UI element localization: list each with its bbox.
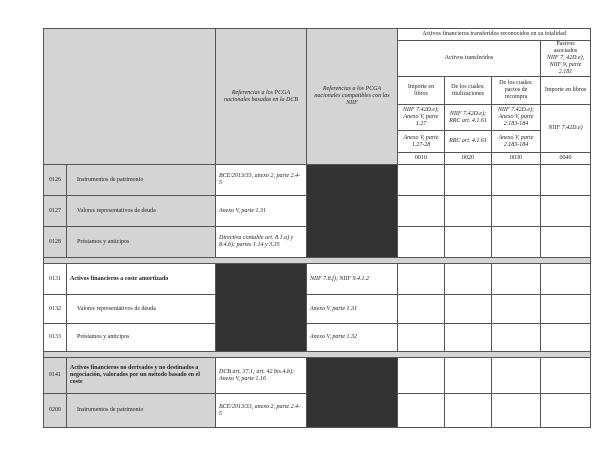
row-ref-niif: Anexo V, parte 1.31 (307, 295, 398, 324)
row-label: Valores representativos de deuda (67, 196, 216, 227)
data-cell[interactable] (541, 394, 591, 428)
col-code-0020: 0020 (445, 153, 492, 165)
row-label: Instrumentos de patrimonio (67, 394, 216, 428)
row-ref-niif: NIIF 7.8.f); NIIF 9.4.1.2 (307, 264, 398, 295)
data-cell[interactable] (398, 264, 445, 295)
header-transferred: Activos transferidos (398, 41, 541, 77)
col-ref1-0010: NIIF 7.42D.e); Anexo V, parte 1.27 (398, 105, 445, 131)
data-cell[interactable] (492, 324, 541, 352)
data-cell[interactable] (398, 295, 445, 324)
header-associated-ref: NIIF 7, 42D.e), NIIF 9, parte 2.181 (546, 55, 585, 75)
data-cell[interactable] (541, 358, 591, 394)
col-title-0010: Importe en libros (398, 77, 445, 105)
data-cell[interactable] (541, 295, 591, 324)
data-cell[interactable] (398, 196, 445, 227)
data-cell[interactable] (541, 196, 591, 227)
row-code: 0132 (44, 295, 67, 324)
data-cell[interactable] (398, 394, 445, 428)
col-ref2-0010: Anexo V, parte 1.27-28 (398, 131, 445, 153)
header-ref-niif: Referencias a los PCGA nacionales compatibles con las NIIF (307, 29, 398, 165)
row-code: 0200 (44, 394, 67, 428)
data-cell[interactable] (445, 324, 492, 352)
row-code: 0131 (44, 264, 67, 295)
row-ref-dcb: Anexo V, parte 1.31 (216, 196, 307, 227)
data-cell[interactable] (492, 264, 541, 295)
col-title-0030: De los cuales: pactos de recompra (492, 77, 541, 105)
row-code: 0127 (44, 196, 67, 227)
col-ref2-0030: Anexo V, parte 2.183-184 (492, 131, 541, 153)
data-cell[interactable] (445, 227, 492, 258)
data-cell[interactable] (398, 227, 445, 258)
col-ref1-0020: NIIF 7.42D.e); RRC art. 4.1.61 (445, 105, 492, 131)
header-associated-title: Pasivos asociados (553, 41, 578, 54)
row-code: 0128 (44, 227, 67, 258)
row-label: Instrumentos de patrimonio (67, 165, 216, 196)
row-ref-dcb: BCE/2013/33, anexo 2, parte 2.4-5 (216, 394, 307, 428)
data-cell[interactable] (445, 394, 492, 428)
data-cell[interactable] (492, 165, 541, 196)
data-cell[interactable] (541, 264, 591, 295)
financial-assets-table (43, 28, 591, 428)
data-cell[interactable] (445, 358, 492, 394)
col-ref1-0040: NIIF 7.42D.e) (541, 105, 591, 153)
col-ref1-0030: NIIF 7.42D.e); Anexo V, parte 2.183-184 (492, 105, 541, 131)
data-cell[interactable] (492, 394, 541, 428)
data-cell[interactable] (445, 196, 492, 227)
row-ref-dcb: DCB art. 37.1; art. 42 bis.4.b); Anexo V, parte 1.16 (216, 358, 307, 394)
data-cell[interactable] (445, 295, 492, 324)
blocked-cell (216, 264, 307, 352)
col-code-0040: 0040 (541, 153, 591, 165)
blocked-cell (307, 165, 398, 258)
row-label: Préstamos y anticipos (67, 324, 216, 352)
data-cell[interactable] (541, 324, 591, 352)
data-cell[interactable] (541, 227, 591, 258)
header-ref-dcb: Referencias a los PCGA nacionales basadas en la DCB (216, 29, 307, 165)
data-cell[interactable] (492, 227, 541, 258)
col-ref2-0020: RRC art. 4.1.61 (445, 131, 492, 153)
col-code-0030: 0030 (492, 153, 541, 165)
col-title-0040: Importe en libros (541, 77, 591, 105)
data-cell[interactable] (492, 358, 541, 394)
header-associated (541, 41, 591, 77)
data-cell[interactable] (492, 295, 541, 324)
row-ref-dcb: BCE/2013/33, anexo 2, parte 2.4-5 (216, 165, 307, 196)
data-cell[interactable] (398, 165, 445, 196)
header-blank (44, 29, 216, 165)
col-title-0020: De los cuales: titulizaciones (445, 77, 492, 105)
data-cell[interactable] (398, 324, 445, 352)
data-cell[interactable] (445, 165, 492, 196)
data-cell[interactable] (445, 264, 492, 295)
blocked-cell (307, 358, 398, 428)
row-ref-dcb: Directiva contable art. 8.1.a) y 8.4.b); partes 1.14 y 3.35 (216, 227, 307, 258)
col-code-0010: 0010 (398, 153, 445, 165)
row-code: 0133 (44, 324, 67, 352)
row-label: Activos financieros no derivados y no destinados a negociación, valorados por un método basado en el coste (67, 358, 216, 394)
row-label: Valores representativos de deuda (67, 295, 216, 324)
row-label: Préstamos y anticipos (67, 227, 216, 258)
data-cell[interactable] (492, 196, 541, 227)
row-ref-niif: Anexo V, parte 1.32 (307, 324, 398, 352)
header-top-title: Activos financieros transferidos reconocidos en su totalidad (398, 29, 591, 41)
row-code: 0126 (44, 165, 67, 196)
data-cell[interactable] (398, 358, 445, 394)
row-code: 0141 (44, 358, 67, 394)
data-cell[interactable] (541, 165, 591, 196)
row-label: Activos financieros a coste amortizado (67, 264, 216, 295)
